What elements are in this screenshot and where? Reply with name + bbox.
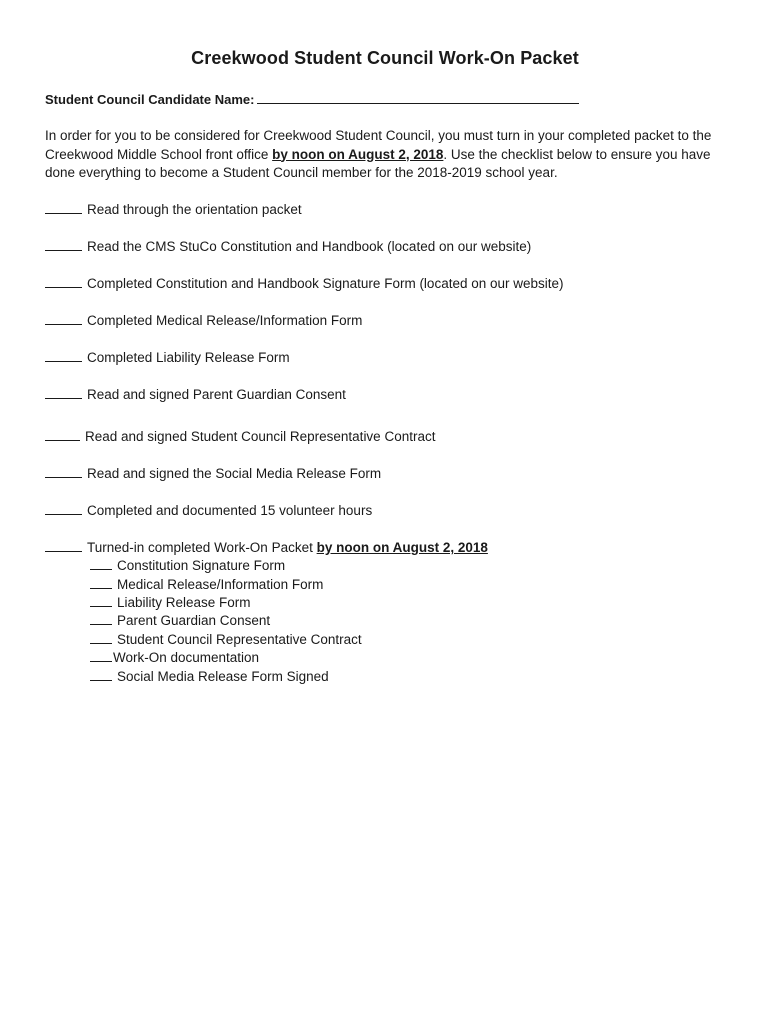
checklist-item-final bbox=[45, 539, 488, 557]
checkbox-blank bbox=[90, 631, 112, 644]
sub-checklist-item bbox=[90, 612, 270, 630]
sub-checklist-item bbox=[90, 557, 285, 575]
checkbox-blank bbox=[45, 201, 82, 214]
intro-text-before: In order for you to be considered for Creekwood Student Council, you must turn in your completed packet to the Creekwood Middle School front office bbox=[45, 128, 712, 162]
checkbox-blank bbox=[45, 539, 82, 552]
intro-paragraph bbox=[45, 127, 730, 183]
checklist-item bbox=[45, 502, 372, 520]
checklist-item bbox=[45, 349, 290, 367]
checklist-item bbox=[45, 465, 381, 483]
checkbox-blank bbox=[45, 502, 82, 515]
sub-item-label: Student Council Representative Contract bbox=[117, 632, 362, 647]
checkbox-blank bbox=[90, 668, 112, 681]
checkbox-blank bbox=[45, 465, 82, 478]
checkbox-blank bbox=[45, 275, 82, 288]
checklist-item-label: Completed and documented 15 volunteer hours bbox=[87, 503, 373, 518]
checkbox-blank bbox=[90, 612, 112, 625]
checkbox-blank bbox=[45, 428, 80, 441]
sub-item-label: Liability Release Form bbox=[117, 595, 251, 610]
checklist-item bbox=[45, 428, 435, 446]
final-item-deadline: by noon on August 2, 2018 bbox=[316, 540, 488, 555]
sub-item-label: Constitution Signature Form bbox=[117, 558, 286, 573]
candidate-name-blank bbox=[257, 91, 579, 104]
checklist-item-label: Completed Constitution and Handbook Signature Form (located on our website) bbox=[87, 276, 564, 291]
checklist-item bbox=[45, 275, 564, 293]
checklist-item-label: Read and signed Student Council Representative Contract bbox=[85, 429, 436, 444]
checklist-item bbox=[45, 386, 346, 404]
checklist-item bbox=[45, 201, 302, 219]
sub-checklist-item bbox=[90, 594, 251, 612]
checklist-item-label: Read and signed Parent Guardian Consent bbox=[87, 387, 346, 402]
checkbox-blank bbox=[45, 349, 82, 362]
checklist-item-label: Read and signed the Social Media Release Form bbox=[87, 466, 382, 481]
sub-checklist-item bbox=[90, 668, 329, 686]
checkbox-blank bbox=[45, 238, 82, 251]
checklist-item bbox=[45, 238, 531, 256]
checkbox-blank bbox=[90, 594, 112, 607]
checklist-item-label: Read through the orientation packet bbox=[87, 202, 302, 217]
checklist-item bbox=[45, 312, 362, 330]
checkbox-blank bbox=[90, 557, 112, 570]
sub-checklist-item bbox=[90, 576, 323, 594]
intro-text-after: . Use the checklist below to ensure you have done everything to become a Student Council member for the 2018-2019 school year. bbox=[45, 146, 711, 180]
page-title: Creekwood Student Council Work-On Packet bbox=[191, 48, 579, 68]
checklist-item-label: Read the CMS StuCo Constitution and Handbook (located on our website) bbox=[87, 239, 532, 254]
final-item-label: Turned-in completed Work-On Packet bbox=[87, 540, 313, 555]
checklist-item-label: Completed Liability Release Form bbox=[87, 350, 290, 365]
intro-deadline: by noon on August 2, 2018 bbox=[272, 146, 444, 162]
candidate-name-line bbox=[45, 91, 579, 107]
checklist-item-label: Completed Medical Release/Information Form bbox=[87, 313, 363, 328]
candidate-name-label: Student Council Candidate Name: bbox=[45, 92, 255, 107]
sub-item-label: Social Media Release Form Signed bbox=[117, 669, 329, 684]
sub-checklist-item bbox=[90, 631, 362, 649]
sub-item-label: Parent Guardian Consent bbox=[117, 613, 271, 628]
checkbox-blank bbox=[90, 576, 112, 589]
sub-item-label: Work-On documentation bbox=[113, 650, 260, 665]
sub-item-label: Medical Release/Information Form bbox=[117, 577, 324, 592]
checkbox-blank bbox=[90, 649, 112, 662]
sub-checklist-item bbox=[90, 649, 259, 667]
checkbox-blank bbox=[45, 386, 82, 399]
checkbox-blank bbox=[45, 312, 82, 325]
